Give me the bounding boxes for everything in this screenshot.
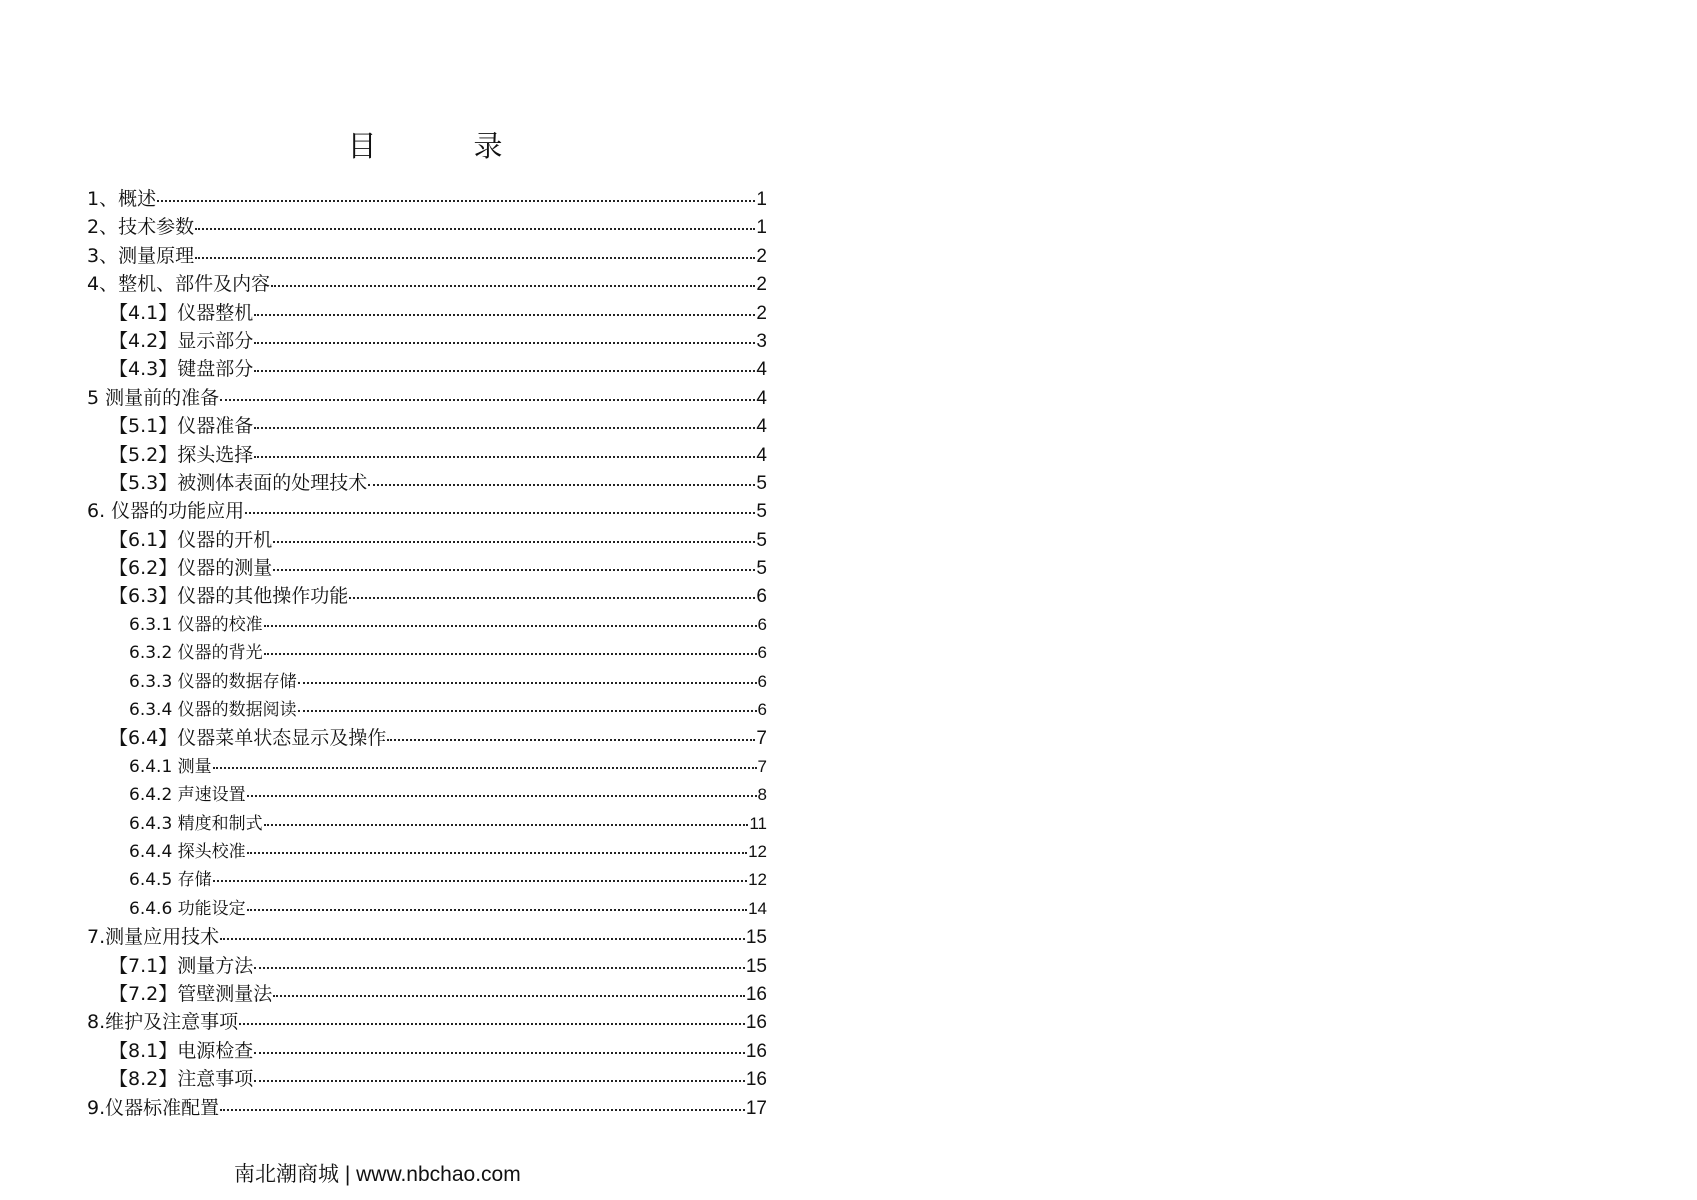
toc-entry-page-number: 4 <box>756 387 767 409</box>
toc-entry-label: 9.仪器标准配置 <box>87 1096 220 1119</box>
toc-entry-page-number: 2 <box>756 245 767 267</box>
toc-entry[interactable] <box>87 638 767 666</box>
toc-entry-page-number: 15 <box>745 927 767 949</box>
dot-leader <box>349 583 755 602</box>
toc-entry-page-number: 8 <box>757 785 767 805</box>
footer-watermark[interactable]: 南北潮商城 | www.nbchao.com <box>234 1163 521 1186</box>
toc-entry[interactable] <box>87 979 767 1007</box>
toc-entry-label: 【6.1】仪器的开机 <box>109 528 273 551</box>
toc-entry[interactable] <box>87 951 767 979</box>
toc-entry[interactable] <box>87 752 767 780</box>
toc-entry-page-number: 17 <box>745 1097 767 1119</box>
toc-entry-page-number: 11 <box>749 813 767 833</box>
dot-leader <box>220 924 745 943</box>
toc-entry[interactable] <box>87 1007 767 1035</box>
toc-entry-label: 【8.2】注意事项 <box>109 1068 254 1091</box>
toc-entry-page-number: 6 <box>757 643 767 663</box>
dot-leader <box>254 1038 745 1057</box>
toc-entry-page-number: 5 <box>756 501 767 523</box>
toc-entry-page-number: 7 <box>757 756 767 776</box>
toc-entry-page-number: 6 <box>756 586 767 608</box>
toc-entry-page-number: 1 <box>756 217 767 239</box>
toc-entry-page-number: 4 <box>756 416 767 438</box>
dot-leader <box>264 613 757 630</box>
toc-entry-label: 【8.1】电源检查 <box>109 1039 254 1062</box>
dot-leader <box>298 670 757 687</box>
toc-entry-page-number: 16 <box>745 1069 767 1091</box>
toc-entry[interactable] <box>87 610 767 638</box>
dot-leader <box>213 755 757 772</box>
toc-entry-label: 5 测量前的准备 <box>87 386 220 409</box>
toc-entry[interactable] <box>87 298 767 326</box>
toc-entry[interactable] <box>87 723 767 751</box>
dot-leader <box>195 214 755 233</box>
toc-entry-label: 6.3.3 仪器的数据存储 <box>129 671 297 692</box>
toc-entry-label: 6.4.1 测量 <box>129 756 212 777</box>
toc-entry-label: 7.测量应用技术 <box>87 926 220 949</box>
toc-entry-label: 【6.3】仪器的其他操作功能 <box>109 585 349 608</box>
toc-entry-page-number: 16 <box>745 983 767 1005</box>
toc-entry-page-number: 1 <box>756 189 767 210</box>
dot-leader <box>247 897 747 914</box>
toc-entry-page-number: 5 <box>756 529 767 551</box>
dot-leader <box>245 498 755 517</box>
toc-entry-page-number: 15 <box>745 955 767 977</box>
toc-entry[interactable] <box>87 581 767 609</box>
dot-leader <box>195 243 755 262</box>
toc-entry[interactable] <box>87 468 767 496</box>
page-title: 目 录 <box>347 129 537 163</box>
toc-entry-label: 6.4.6 功能设定 <box>129 898 246 919</box>
toc-entry-page-number: 6 <box>757 614 767 634</box>
toc-entry[interactable] <box>87 695 767 723</box>
toc-entry[interactable] <box>87 440 767 468</box>
toc-entry-label: 【4.1】仪器整机 <box>109 301 254 324</box>
toc-entry[interactable] <box>87 411 767 439</box>
toc-entry-page-number: 5 <box>756 472 767 494</box>
dot-leader <box>247 840 747 857</box>
toc-entry-label: 6.4.3 精度和制式 <box>129 813 263 834</box>
dot-leader <box>254 413 755 432</box>
toc-entry-label: 【5.2】探头选择 <box>109 443 254 466</box>
toc-entry[interactable] <box>87 865 767 893</box>
dot-leader <box>298 698 757 715</box>
dot-leader <box>273 527 755 546</box>
dot-leader <box>254 300 755 319</box>
toc-entry-page-number: 4 <box>756 359 767 381</box>
toc-entry[interactable] <box>87 326 767 354</box>
toc-entry[interactable] <box>87 496 767 524</box>
dot-leader <box>220 1095 745 1114</box>
dot-leader <box>254 442 755 461</box>
toc-entry-label: 【7.2】管壁测量法 <box>109 982 273 1005</box>
toc-entry[interactable] <box>87 553 767 581</box>
dot-leader <box>247 783 757 800</box>
toc-entry-label: 6.3.2 仪器的背光 <box>129 643 263 664</box>
toc-entry-page-number: 3 <box>756 330 767 352</box>
toc-entry-page-number: 14 <box>748 898 767 918</box>
toc-entry-page-number: 2 <box>756 302 767 324</box>
toc-entry-page-number: 4 <box>756 444 767 466</box>
dot-leader <box>254 1066 745 1085</box>
toc-entry-label: 1、概述 <box>87 188 157 210</box>
toc-entry-label: 6.3.4 仪器的数据阅读 <box>129 700 297 721</box>
toc-entry-label: 【4.2】显示部分 <box>109 329 254 352</box>
toc-entry[interactable] <box>87 1036 767 1064</box>
toc-entry-page-number: 5 <box>756 558 767 580</box>
toc-entry-label: 【6.4】仪器菜单状态显示及操作 <box>109 727 387 750</box>
toc-entry-page-number: 2 <box>756 274 767 296</box>
toc-entry[interactable] <box>87 837 767 865</box>
toc-entry-page-number: 12 <box>748 870 767 890</box>
toc-entry-page-number: 16 <box>745 1040 767 1062</box>
dot-leader <box>220 385 755 404</box>
toc-entry[interactable] <box>87 241 767 269</box>
toc-entry-label: 6.4.2 声速设置 <box>129 785 246 806</box>
toc-entry-label: 6.4.4 探头校准 <box>129 841 246 862</box>
toc-entry-page-number: 7 <box>756 728 767 750</box>
toc-entry[interactable] <box>87 780 767 808</box>
dot-leader <box>264 641 757 658</box>
toc-entry-page-number: 12 <box>748 841 767 861</box>
toc-entry-label: 2、技术参数 <box>87 216 195 239</box>
toc-entry-label: 【7.1】测量方法 <box>109 954 254 977</box>
toc-entry[interactable] <box>87 383 767 411</box>
toc-entry[interactable] <box>87 1093 767 1121</box>
dot-leader <box>273 555 755 574</box>
toc-entry-page-number: 16 <box>745 1012 767 1034</box>
toc-entry-label: 【4.3】键盘部分 <box>109 358 254 381</box>
toc-entry-label: 6. 仪器的功能应用 <box>87 500 245 523</box>
toc-entry-label: 4、整机、部件及内容 <box>87 273 271 296</box>
table-of-contents <box>87 184 767 1121</box>
toc-entry-label: 6.4.5 存储 <box>129 870 212 891</box>
dot-leader <box>157 186 755 205</box>
toc-entry[interactable] <box>87 894 767 922</box>
dot-leader <box>239 1009 745 1028</box>
dot-leader <box>273 981 745 1000</box>
toc-entry[interactable] <box>87 922 767 950</box>
toc-entry[interactable] <box>87 354 767 382</box>
toc-entry[interactable] <box>87 1064 767 1092</box>
toc-entry-page-number: 6 <box>757 700 767 720</box>
toc-entry-label: 3、测量原理 <box>87 244 195 267</box>
toc-entry-label: 【5.3】被测体表面的处理技术 <box>109 471 368 494</box>
toc-entry[interactable] <box>87 525 767 553</box>
dot-leader <box>387 725 755 744</box>
toc-entry-label: 【5.1】仪器准备 <box>109 415 254 438</box>
dot-leader <box>254 328 755 347</box>
toc-entry-label: 6.3.1 仪器的校准 <box>129 614 263 635</box>
dot-leader <box>368 470 755 489</box>
toc-entry-page-number: 6 <box>757 671 767 691</box>
toc-entry[interactable] <box>87 809 767 837</box>
dot-leader <box>213 868 747 885</box>
dot-leader <box>264 812 749 829</box>
dot-leader <box>254 356 755 375</box>
toc-entry[interactable] <box>87 184 767 212</box>
dot-leader <box>254 953 745 972</box>
toc-entry[interactable] <box>87 667 767 695</box>
toc-entry-label: 8.维护及注意事项 <box>87 1011 239 1034</box>
toc-entry-label: 【6.2】仪器的测量 <box>109 557 273 580</box>
dot-leader <box>271 271 755 290</box>
toc-entry[interactable] <box>87 269 767 297</box>
toc-entry[interactable] <box>87 212 767 240</box>
